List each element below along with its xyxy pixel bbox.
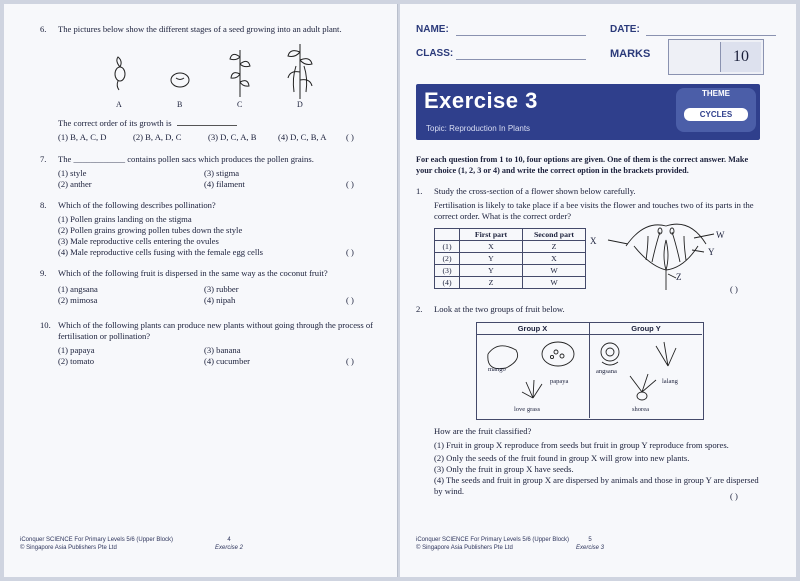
footer-exercise: Exercise 3: [575, 544, 604, 551]
instructions: For each question from 1 to 10, four options are given. One of them is the correct answer. Make your choice (1, 2, 3 or 4) and write the correct option in the brackets provided.: [416, 155, 749, 175]
group-x-title: Group X: [517, 324, 548, 333]
papaya-icon: [542, 342, 574, 366]
footer-page: [214, 537, 244, 552]
option-2[interactable]: (2) Only the seeds of the fruit found in group X will grow into new plants.: [434, 453, 690, 463]
answer-bracket[interactable]: ( ): [346, 132, 354, 142]
class-label: CLASS:: [416, 48, 454, 59]
answer-bracket[interactable]: ( ): [346, 179, 354, 189]
option-4[interactable]: (4) Male reproductive cells fusing with the female egg cells: [58, 247, 263, 257]
date-label: DATE:: [610, 24, 640, 35]
fruit-illustrations: [478, 336, 700, 416]
fruit-label: angsana: [596, 368, 617, 375]
table-header: Second part: [523, 229, 586, 241]
table-header: [435, 229, 460, 241]
option-1[interactable]: (1) Fruit in group X reproduce from seeds but fruit in group Y reproduce from spores.: [434, 440, 729, 450]
page-number: 5: [588, 537, 592, 543]
option-3[interactable]: (3) Only the fruit in group X have seeds.: [434, 464, 574, 474]
question-text: Which of the following plants can produce new plants without going through the process of fertilisation or pollination?: [58, 320, 374, 341]
option-1[interactable]: (1) style: [58, 168, 87, 178]
table-row: (3) Y W: [435, 265, 586, 277]
option-3[interactable]: (3) D, C, A, B: [208, 132, 257, 142]
footer-exercise: Exercise 2: [214, 544, 243, 551]
option-1[interactable]: (1) papaya: [58, 345, 95, 355]
stage-b-seed: [171, 73, 189, 87]
option-2[interactable]: (2) Pollen grains growing pollen tubes down the style: [58, 225, 243, 235]
exercise-title: Exercise 3: [424, 88, 538, 113]
answer-bracket[interactable]: ( ): [346, 356, 354, 366]
answer-blank[interactable]: [177, 125, 237, 126]
fruit-label: love grass: [514, 406, 541, 413]
fruit-label: mango: [488, 366, 506, 373]
question-number: 1.: [416, 186, 423, 196]
name-field[interactable]: [456, 35, 586, 36]
theme-value: CYCLES: [684, 108, 748, 121]
table-row: (2) Y X: [435, 253, 586, 265]
stage-c-young-plant: [230, 50, 250, 97]
option-4[interactable]: (4) The seeds and fruit in group X are dispersed by animals and those in group Y are dispersed by wind.: [434, 475, 759, 496]
group-y-title: Group Y: [631, 324, 661, 333]
answer-bracket[interactable]: ( ): [346, 247, 354, 257]
question-number: 7.: [40, 154, 47, 164]
footer-publisher: iConquer SCIENCE For Primary Levels 5/6 (Upper Block) © Singapore Asia Publishers Pte Ltd: [20, 537, 174, 551]
question-2-options: [434, 440, 762, 497]
answer-bracket[interactable]: ( ): [730, 491, 738, 501]
label-y: Y: [708, 247, 715, 257]
fruit-label: lalang: [662, 378, 678, 385]
question-number: 10.: [40, 320, 51, 330]
answer-bracket[interactable]: ( ): [730, 284, 738, 294]
option-4[interactable]: (4) filament: [204, 179, 245, 189]
label-w: W: [716, 230, 725, 240]
question-text: The pictures below show the different stages of a seed growing into an adult plant.: [58, 24, 342, 34]
question-text: The ____________ contains pollen sacs which produces the pollen grains.: [58, 154, 314, 164]
stage-label-d: D: [297, 100, 303, 109]
option-1[interactable]: (1) angsana: [58, 284, 98, 294]
marks-value: 10: [720, 42, 761, 72]
option-2[interactable]: (2) anther: [58, 179, 92, 189]
option-3[interactable]: (3) banana: [204, 345, 241, 355]
angsana-icon: [601, 343, 619, 365]
answer-bracket[interactable]: ( ): [346, 295, 354, 305]
class-field[interactable]: [456, 59, 586, 60]
table-row: (4) Z W: [435, 277, 586, 289]
shorea-icon: [630, 374, 656, 400]
question-number: 9.: [40, 268, 47, 278]
option-4[interactable]: (4) cucumber: [204, 356, 251, 366]
date-field[interactable]: [646, 35, 776, 36]
question-text: Which of the following describes pollination?: [58, 200, 216, 210]
option-4[interactable]: (4) D, C, B, A: [278, 132, 327, 142]
question-number: 6.: [40, 24, 47, 34]
left-page: [4, 4, 398, 577]
seed-growth-stages-illustration: [100, 42, 330, 102]
option-4[interactable]: (4) nipah: [204, 295, 236, 305]
marks-label: MARKS: [610, 48, 651, 60]
flower-cross-section-diagram: [596, 216, 746, 292]
option-2[interactable]: (2) mimosa: [58, 295, 98, 305]
option-1[interactable]: (1) Pollen grains landing on the stigma: [58, 214, 192, 224]
question-number: 8.: [40, 200, 47, 210]
stage-label-b: B: [177, 100, 183, 109]
question-2-prompt: How are the fruit classified?: [434, 426, 532, 436]
right-page: [400, 4, 796, 577]
option-2[interactable]: (2) B, A, D, C: [133, 132, 182, 142]
question-10-options: [58, 345, 358, 369]
option-3[interactable]: (3) Male reproductive cells entering the ovules: [58, 236, 219, 246]
question-6-prompt: The correct order of its growth is: [58, 118, 237, 129]
question-9-options: [58, 284, 358, 308]
love-grass-icon: [522, 380, 542, 398]
topic-text: Topic: Reproduction In Plants: [426, 124, 531, 133]
lalang-icon: [656, 342, 676, 366]
question-text: Which of the following fruit is dispersed in the same way as the coconut fruit?: [58, 268, 328, 278]
question-8-options: [58, 214, 358, 258]
theme-label: THEME: [702, 89, 730, 98]
fruit-label: papaya: [550, 378, 569, 385]
option-3[interactable]: (3) rubber: [204, 284, 239, 294]
footer-page: [570, 537, 610, 552]
fruit-label: shorea: [632, 406, 649, 413]
group-header-divider: [476, 334, 702, 335]
stage-label-a: A: [116, 100, 122, 109]
question-text: Study the cross-section of a flower shown below carefully.: [434, 186, 636, 196]
label-z: Z: [676, 272, 682, 282]
footer-publisher: iConquer SCIENCE For Primary Levels 5/6 (Upper Block) © Singapore Asia Publishers Pte Ltd: [416, 537, 570, 551]
answer-table: [434, 228, 586, 289]
page-number: 4: [227, 537, 231, 543]
table-header: First part: [460, 229, 523, 241]
stage-a-sprout: [115, 57, 125, 90]
question-number: 2.: [416, 304, 423, 314]
option-2[interactable]: (2) tomato: [58, 356, 95, 366]
stage-label-c: C: [237, 100, 243, 109]
stage-d-adult-plant: [288, 44, 312, 99]
table-row: (1) X Z: [435, 241, 586, 253]
name-label: NAME:: [416, 24, 449, 35]
label-x: X: [590, 236, 597, 246]
question-1-text2: Fertilisation is likely to take place if a bee visits the flower and touches two of its parts in the correct order. What is the correct order?: [434, 200, 754, 221]
option-3[interactable]: (3) stigma: [204, 168, 240, 178]
option-1[interactable]: (1) B, A, C, D: [58, 132, 107, 142]
question-text: Look at the two groups of fruit below.: [434, 304, 565, 314]
question-7-options: [58, 168, 358, 192]
